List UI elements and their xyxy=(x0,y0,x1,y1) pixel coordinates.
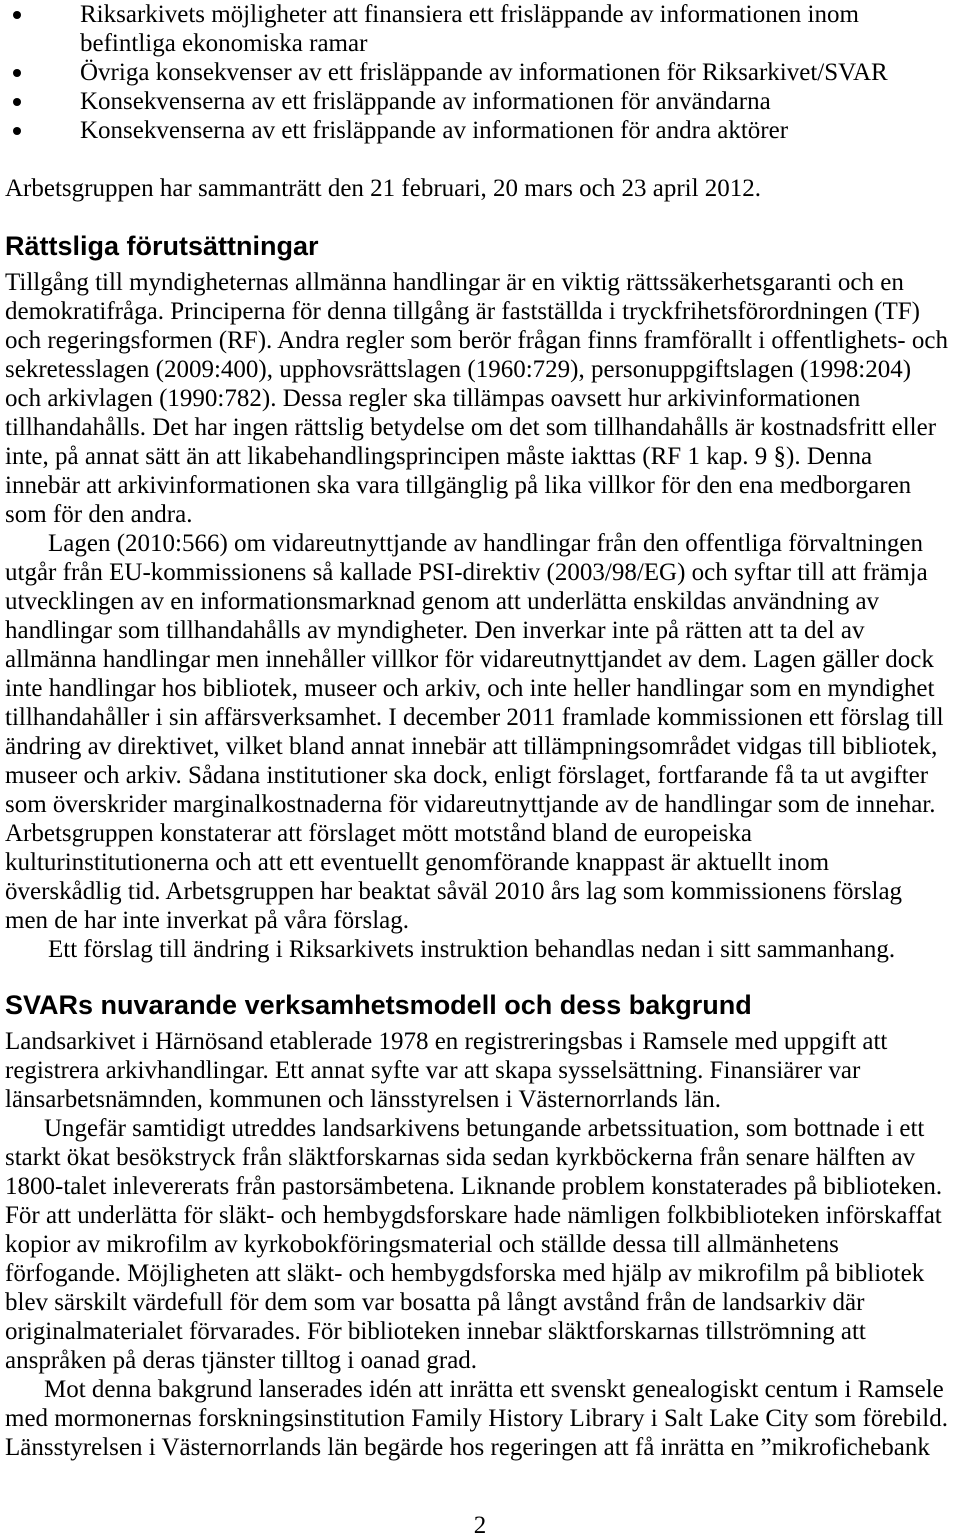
list-item-line: Övriga konsekvenser av ett frisläppande av informationen för Riksarkivet/SVAR xyxy=(80,59,888,86)
paragraph-line: Tillgång till myndigheternas allmänna handlingar är en viktig rättssäkerhetsgaranti och en xyxy=(5,269,904,296)
paragraph-line: utvecklingen av en informationsmarknad genom att underlätta enskildas användning av xyxy=(5,588,880,615)
paragraph xyxy=(5,935,955,964)
list-item xyxy=(5,87,955,116)
paragraph-line: registrera arkivhandlingar. Ett annat syfte var att skapa sysselsättning. Finansiärer var xyxy=(5,1057,861,1084)
paragraph xyxy=(5,529,955,935)
paragraph xyxy=(5,268,955,529)
paragraph-line: kulturinstitutionerna och att ett eventuellt genomförande knappast är aktuellt inom xyxy=(5,849,830,876)
paragraph-line: demokratifråga. Principerna för denna tillgång är fastställda i tryckfrihetsförordningen (TF) xyxy=(5,298,920,325)
paragraph-line: överskådlig tid. Arbetsgruppen har beaktat såväl 2010 års lag som kommissionens förslag xyxy=(5,878,903,905)
paragraph-line: inte handlingar hos bibliotek, museer och arkiv, och inte heller handlingar som en myndighet xyxy=(5,675,935,702)
paragraph-line: Länsstyrelsen i Västernorrlands län begärde hos regeringen att få inrätta en ”mikrofichebank xyxy=(5,1434,930,1461)
bullet-icon xyxy=(13,11,21,19)
paragraph-line: och regeringsformen (RF). Andra regler som berör frågan finns framförallt i offentlighets- och xyxy=(5,327,948,354)
bullet-icon xyxy=(13,98,21,106)
bullet-icon xyxy=(13,127,21,135)
paragraph-line: tillhandahåller i sin affärsverksamhet. I december 2011 framlade kommissionen ett förslag till xyxy=(5,704,944,731)
paragraph-line: 1800-talet inlevererats från pastorsämbetena. Liknande problem konstaterades på biblioteken. xyxy=(5,1173,943,1200)
paragraph-line: starkt ökat besökstryck från släktforskarnas sida sedan kyrkböckerna från senare hälften av xyxy=(5,1144,916,1171)
paragraph-line: som för den andra. xyxy=(5,501,193,528)
paragraph-line: med mormonernas forskningsinstitution Family History Library i Salt Lake City som förebild. xyxy=(5,1405,948,1432)
legal-section-heading-block xyxy=(5,231,955,262)
intro-paragraph xyxy=(5,174,955,203)
paragraph-line: utgår från EU-kommissionens så kallade PSI-direktiv (2003/98/EG) och syftar till att främja xyxy=(5,559,928,586)
list-item-line: Konsekvenserna av ett frisläppande av informationen för användarna xyxy=(80,88,771,115)
svar-section-heading-block xyxy=(5,990,955,1021)
paragraph-line: För att underlätta för släkt- och hembygdsforskare hade nämligen folkbiblioteken införskaffat xyxy=(5,1202,942,1229)
paragraph-line: Arbetsgruppen konstaterar att förslaget mött motstånd bland de europeiska xyxy=(5,820,753,847)
section-heading: Rättsliga förutsättningar xyxy=(5,231,319,261)
paragraph xyxy=(5,1375,955,1462)
section-heading: SVARs nuvarande verksamhetsmodell och dess bakgrund xyxy=(5,990,752,1020)
paragraph-line: Landsarkivet i Härnösand etablerade 1978 en registreringsbas i Ramsele med uppgift att xyxy=(5,1028,888,1055)
paragraph-line: blev särskilt värdefull för dem som var bosatta på långt avstånd från de landsarkiv där xyxy=(5,1289,865,1316)
paragraph-line: och arkivlagen (1990:782). Dessa regler ska tillämpas oavsett hur arkivinformationen xyxy=(5,385,861,412)
paragraph-line: originalmaterialet förvarades. För biblioteken innebar släktforskarnas tillströmning att xyxy=(5,1318,866,1345)
list-item xyxy=(5,0,955,58)
paragraph-line: ändring av direktivet, vilket bland annat innebär att tillämpningsområdet vidgas till bibliotek, xyxy=(5,733,938,760)
list-item-line: Riksarkivets möjligheter att finansiera ett frisläppande av informationen inom xyxy=(80,1,859,28)
paragraph-line: förfogande. Möjligheten att släkt- och hembygdsforska med hjälp av mikrofilm på bibliotek xyxy=(5,1260,925,1287)
paragraph xyxy=(5,1114,955,1375)
list-item-line: Konsekvenserna av ett frisläppande av informationen för andra aktörer xyxy=(80,117,789,144)
paragraph-line: kopior av mikrofilm av kyrkobokföringsmaterial och ställde dessa till allmänhetens xyxy=(5,1231,839,1258)
paragraph-line: allmänna handlingar men innehåller villkor för vidareutnyttjandet av dem. Lagen gäller dock xyxy=(5,646,934,673)
paragraph-line: sekretesslagen (2009:400), upphovsrättslagen (1960:729), personuppgiftslagen (1998:204) xyxy=(5,356,912,383)
list-item-line: befintliga ekonomiska ramar xyxy=(80,30,368,57)
bullet-icon xyxy=(13,69,21,77)
paragraph-line: men de har inte inverkat på våra förslag. xyxy=(5,907,409,934)
paragraph-line: som överskrider marginalkostnaderna för vidareutnyttjande av de handlingar som de innehar. xyxy=(5,791,936,818)
list-item xyxy=(5,58,955,87)
paragraph-line: Arbetsgruppen har sammanträtt den 21 februari, 20 mars och 23 april 2012. xyxy=(5,175,762,202)
list-item xyxy=(5,116,955,145)
paragraph-line: tillhandahålls. Det har ingen rättslig betydelse om det som tillhandahålls är kostnadsfritt eller xyxy=(5,414,937,441)
paragraph xyxy=(5,1027,955,1114)
paragraph-line: museer och arkiv. Sådana institutioner ska dock, enligt förslaget, fortfarande få ta ut avgifter xyxy=(5,762,929,789)
legal-section-body xyxy=(5,268,955,964)
paragraph-line: Ungefär samtidigt utreddes landsarkivens betungande arbetssituation, som bottnade i ett xyxy=(44,1115,925,1142)
paragraph-line: anspråken på deras tjänster tilltog i oanad grad. xyxy=(5,1347,478,1374)
paragraph-line: Lagen (2010:566) om vidareutnyttjande av handlingar från den offentliga förvaltningen xyxy=(48,530,923,557)
page-number: 2 xyxy=(473,1512,487,1537)
paragraph-line: Mot denna bakgrund lanserades idén att inrätta ett svenskt genealogiskt centum i Ramsele xyxy=(44,1376,944,1403)
paragraph-line: Ett förslag till ändring i Riksarkivets instruktion behandlas nedan i sitt sammanhang. xyxy=(48,936,896,963)
svar-section-body xyxy=(5,1027,955,1462)
bullet-list xyxy=(5,0,955,145)
paragraph-line: innebär att arkivinformationen ska vara tillgänglig på lika villkor för den ena medborgaren xyxy=(5,472,912,499)
paragraph-line: handlingar som tillhandahålls av myndigheter. Den inverkar inte på rätten att ta del av xyxy=(5,617,865,644)
paragraph-line: länsarbetsnämnden, kommunen och länsstyrelsen i Västernorrlands län. xyxy=(5,1086,722,1113)
bullet-list-block xyxy=(5,0,955,145)
paragraph-line: inte, på annat sätt än att likabehandlingsprincipen måste iakttas (RF 1 kap. 9 §). Denna xyxy=(5,443,873,470)
